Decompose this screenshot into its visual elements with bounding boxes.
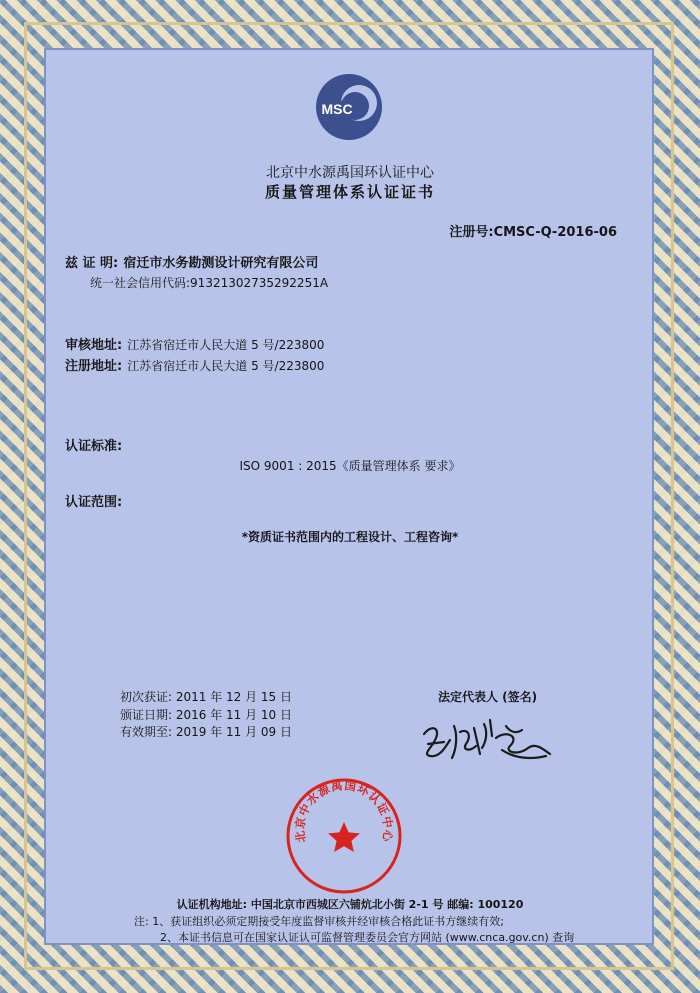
first-issue-date: 初次获证: 2011 年 12 月 15 日 [120, 690, 293, 704]
registration-number [449, 221, 617, 240]
valid-until-date: 有效期至: 2019 年 11 月 09 日 [120, 725, 293, 739]
logo-text: MSC [321, 101, 353, 117]
credit-code-value: 91321302735292251A [190, 276, 329, 290]
scope-label: 认证范围: [65, 495, 123, 510]
footer-address: 认证机构地址: 中国北京市西城区六铺炕北小街 2-1 号 邮编: 100120 [176, 898, 524, 911]
registration-label: 注册号: [449, 225, 494, 240]
registered-address-value: 江苏省宿迁市人民大道 5 号/223800 [127, 359, 325, 373]
registration-value: CMSC-Q-2016-06 [493, 225, 617, 240]
standard-label: 认证标准: [65, 439, 123, 454]
registered-address [65, 355, 324, 374]
footer-note-1: 注: 1、获证组织必须定期接受年度监督审核并经审核合格此证书方继续有效; [134, 915, 504, 928]
certificate-holder [65, 252, 318, 271]
official-seal-image [284, 776, 404, 896]
msc-logo-icon [315, 73, 383, 141]
scope-value: *资质证书范围内的工程设计、工程咨询* [241, 530, 459, 544]
footer-note-2: 2、本证书信息可在国家认证认可监督管理委员会官方网站 (www.cnca.gov.cn) 查询 [160, 931, 575, 944]
standard-value: ISO 9001 : 2015《质量管理体系 要求》 [239, 459, 461, 473]
representative-label: 法定代表人 (签名) [438, 690, 538, 704]
signature-image [410, 706, 560, 776]
seal-text: 北京中水源禹国环认证中心 [292, 778, 396, 844]
issue-date: 颁证日期: 2016 年 11 月 10 日 [120, 708, 293, 722]
audit-address-label: 审核地址: [65, 338, 123, 353]
audit-address [65, 334, 324, 353]
certificate-title: 质量管理体系认证证书 [264, 183, 435, 201]
holder-name: 宿迁市水务勘测设计研究有限公司 [123, 256, 319, 271]
credit-code [90, 274, 328, 291]
registered-address-label: 注册地址: [65, 359, 123, 374]
audit-address-value: 江苏省宿迁市人民大道 5 号/223800 [127, 338, 325, 352]
credit-code-label: 统一社会信用代码: [90, 276, 191, 290]
holder-label: 兹 证 明: [65, 256, 119, 271]
issuer-name: 北京中水源禹国环认证中心 [266, 165, 434, 181]
